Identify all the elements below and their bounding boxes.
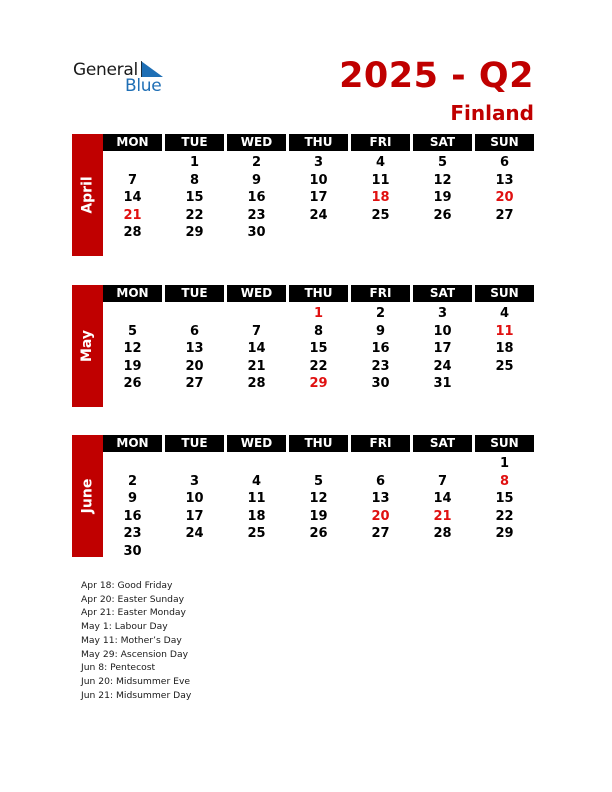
day-cell: 27 [185,376,204,391]
day-cell: 16 [247,190,266,205]
day-cell: 6 [375,473,386,489]
week-row [103,473,540,491]
weekday-sun: SUN [475,435,534,452]
week-row [103,375,540,393]
day-cell: 4 [375,155,386,170]
day-cell: 4 [499,306,510,321]
day-cell: 25 [371,207,390,223]
week-row [103,543,540,561]
weekday-wed: WED [227,285,286,302]
day-cell: 19 [123,358,142,374]
weekday-sat: SAT [413,435,472,452]
empty-day-cell [103,305,162,323]
day-cell: 11 [371,172,390,188]
day-cell: 30 [247,225,266,240]
day-cell: 7 [251,323,262,339]
day-cell: 28 [433,526,452,541]
day-cell: 30 [371,376,390,391]
weekday-mon: MON [103,285,162,302]
day-cell: 1 [499,456,510,471]
empty-day-cell [289,543,348,561]
empty-day-cell [289,224,348,242]
weekday-tue: TUE [165,134,224,151]
weekday-wed: WED [227,134,286,151]
day-cell: 29 [309,376,328,391]
week-row [103,224,540,242]
empty-day-cell [413,224,472,242]
day-cell: 22 [309,358,328,374]
day-cell: 15 [309,341,328,356]
day-cell: 13 [371,491,390,506]
empty-day-cell [227,455,286,473]
day-cell: 11 [495,323,514,339]
day-cell: 23 [123,526,142,541]
day-cell: 6 [499,155,510,170]
day-cell: 21 [123,207,142,223]
empty-day-cell [413,455,472,473]
day-cell: 20 [371,508,390,524]
week-row [103,455,540,473]
day-cell: 24 [185,526,204,541]
day-cell: 24 [309,207,328,223]
day-cell: 7 [127,172,138,188]
logo-text-general: General [73,60,138,80]
holiday-item: Jun 8: Pentecost [81,662,156,674]
week-row [103,358,540,376]
weekday-tue: TUE [165,435,224,452]
day-cell: 14 [247,341,266,356]
week-row [103,525,540,543]
day-cell: 17 [185,508,204,524]
day-cell: 6 [189,323,200,339]
day-cell: 15 [185,190,204,205]
holiday-item: Apr 20: Easter Sunday [81,593,185,605]
day-cell: 8 [189,172,200,188]
holiday-item: May 11: Mother’s Day [81,634,182,646]
day-cell: 26 [309,526,328,541]
empty-day-cell [475,375,534,393]
day-cell: 8 [313,323,324,339]
day-cell: 28 [247,376,266,391]
weekday-mon: MON [103,134,162,151]
weekday-thu: THU [289,435,348,452]
day-cell: 21 [247,358,266,374]
empty-day-cell [413,543,472,561]
month-grid [103,134,540,242]
weekday-header [103,435,540,452]
day-cell: 14 [123,190,142,205]
day-cell: 4 [251,473,262,489]
day-cell: 13 [185,341,204,356]
week-row [103,305,540,323]
empty-day-cell [165,455,224,473]
month-label-tab [72,285,103,407]
logo-text-blue: Blue [125,76,162,96]
country-name: Finland [450,101,534,125]
month-name: June [79,478,96,514]
weekday-fri: FRI [351,285,410,302]
day-cell: 2 [127,473,138,489]
day-cell: 3 [313,155,324,170]
week-row [103,207,540,225]
day-cell: 17 [433,341,452,356]
day-cell: 12 [309,491,328,506]
day-cell: 10 [309,172,328,188]
empty-day-cell [103,154,162,172]
day-cell: 17 [309,190,328,205]
day-cell: 26 [433,207,452,223]
day-cell: 9 [127,491,138,506]
weekday-thu: THU [289,285,348,302]
holiday-list [81,579,191,702]
month-name: May [79,329,96,363]
day-cell: 23 [371,358,390,374]
weekday-tue: TUE [165,285,224,302]
day-cell: 16 [371,341,390,356]
page-title: 2025 - Q2 [339,56,534,96]
weekday-sat: SAT [413,285,472,302]
day-cell: 12 [433,172,452,188]
day-cell: 5 [127,323,138,339]
week-row [103,323,540,341]
day-cell: 22 [495,508,514,524]
day-cell: 31 [433,376,452,391]
holiday-item: May 29: Ascension Day [81,648,189,660]
day-cell: 19 [309,508,328,524]
holiday-item: Apr 21: Easter Monday [81,607,186,619]
empty-day-cell [351,224,410,242]
week-row [103,340,540,358]
weekday-mon: MON [103,435,162,452]
weekday-thu: THU [289,134,348,151]
empty-day-cell [475,224,534,242]
month-label-tab [72,435,103,557]
day-cell: 14 [433,491,452,506]
day-cell: 5 [437,155,448,170]
day-cell: 25 [247,526,266,541]
logo-flag-icon [141,61,163,77]
empty-day-cell [351,455,410,473]
brand-logo [73,58,173,98]
week-row [103,189,540,207]
empty-day-cell [165,305,224,323]
week-row [103,508,540,526]
day-cell: 8 [499,473,510,489]
day-cell: 28 [123,225,142,240]
day-cell: 12 [123,341,142,356]
weekday-sun: SUN [475,285,534,302]
empty-day-cell [227,543,286,561]
day-cell: 5 [313,473,324,489]
empty-day-cell [475,543,534,561]
weekday-header [103,285,540,302]
weekday-wed: WED [227,435,286,452]
day-cell: 13 [495,172,514,188]
day-cell: 27 [371,526,390,541]
month-label-tab [72,134,103,256]
day-cell: 10 [433,323,452,339]
day-cell: 20 [495,190,514,205]
week-row [103,154,540,172]
holiday-item: Apr 18: Good Friday [81,580,173,591]
day-cell: 15 [495,491,514,506]
day-cell: 11 [247,491,266,506]
day-cell: 23 [247,207,266,223]
day-cell: 19 [433,190,452,205]
day-cell: 9 [251,172,262,188]
day-cell: 2 [251,155,262,170]
weekday-fri: FRI [351,134,410,151]
day-cell: 30 [123,543,142,559]
day-cell: 18 [495,341,514,356]
day-cell: 26 [123,376,142,391]
day-cell: 21 [433,508,452,524]
day-cell: 18 [247,508,266,524]
empty-day-cell [165,543,224,561]
weekday-header [103,134,540,151]
day-cell: 3 [189,473,200,489]
day-cell: 1 [189,155,200,170]
day-cell: 29 [185,225,204,240]
day-cell: 24 [433,358,452,374]
holiday-item: Jun 20: Midsummer Eve [81,675,191,687]
empty-day-cell [289,455,348,473]
holiday-item: Jun 21: Midsummer Day [81,689,192,701]
day-cell: 10 [185,491,204,506]
day-cell: 25 [495,358,514,374]
day-cell: 27 [495,207,514,223]
empty-day-cell [351,543,410,561]
empty-day-cell [227,305,286,323]
day-cell: 16 [123,508,142,524]
day-cell: 9 [375,323,386,339]
holiday-item: May 1: Labour Day [81,621,168,633]
month-grid [103,285,540,393]
day-cell: 22 [185,207,204,223]
weekday-sat: SAT [413,134,472,151]
day-cell: 7 [437,473,448,489]
day-cell: 3 [437,306,448,321]
day-cell: 18 [371,190,390,205]
day-cell: 29 [495,526,514,541]
week-row [103,172,540,190]
day-cell: 20 [185,358,204,374]
day-cell: 1 [313,306,324,321]
week-row [103,490,540,508]
day-cell: 2 [375,306,386,321]
month-grid [103,435,540,560]
empty-day-cell [103,455,162,473]
weekday-sun: SUN [475,134,534,151]
weekday-fri: FRI [351,435,410,452]
month-name: April [79,176,96,214]
